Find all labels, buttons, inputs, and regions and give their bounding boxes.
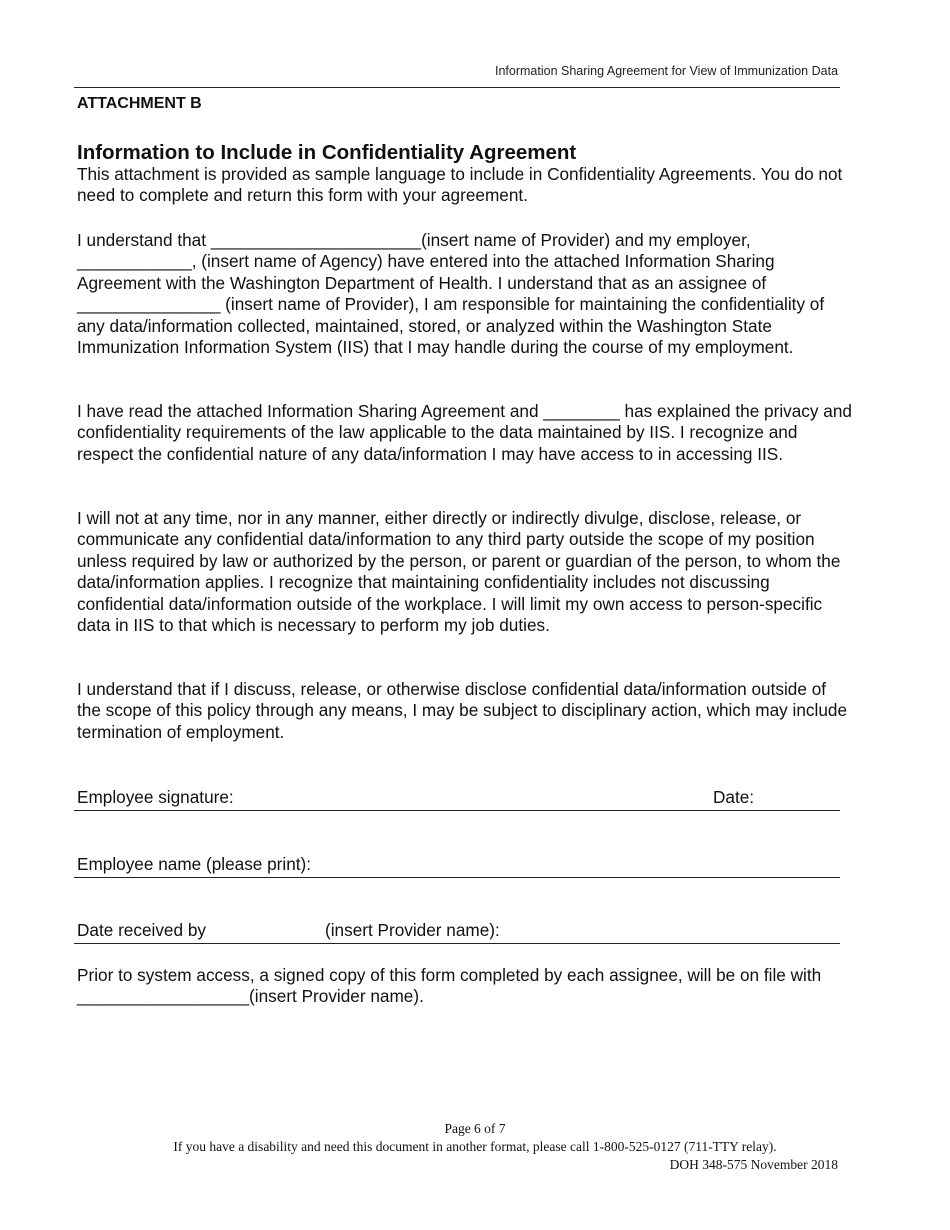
employee-name-field[interactable] (74, 850, 840, 878)
page-header (74, 62, 840, 88)
header-title: Information Sharing Agreement for View of Immunization Data (495, 64, 838, 78)
employee-signature-label: Employee signature: (77, 787, 234, 807)
page-number: Page 6 of 7 (444, 1121, 506, 1136)
insert-provider-label: (insert Provider name): (325, 920, 500, 940)
form-id: DOH 348-575 November 2018 (669, 1157, 838, 1172)
page-title: Information to Include in Confidentiality Agreement (77, 141, 577, 164)
accessibility-note: If you have a disability and need this document in another format, please call 1-800-525-0127 (711-TTY relay). (173, 1139, 777, 1154)
read-agreement-paragraph: I have read the attached Information Sharing Agreement and ________ has explained the privacy and confidentiality requirements of the law applicable to the data maintained by IIS. I recognize and respect the confidential nature of any data/information I may have access to in accessing IIS. (77, 401, 852, 464)
date-received-field[interactable] (74, 916, 840, 944)
nondisclosure-paragraph: I will not at any time, nor in any manner, either directly or indirectly divulge, disclose, release, or communicate any confidential data/information to any third party outside the scope of my position unless required by law or authorized by the person, or parent or guardian of the person, to whom the data/information applies. I recognize that maintaining confidentiality includes not discussing confidential data/information outside of the workplace. I will limit my own access to person-specific data in IIS to that which is necessary to perform my job duties. (77, 508, 841, 636)
employee-name-label: Employee name (please print): (77, 854, 312, 874)
employee-signature-field[interactable] (74, 783, 840, 811)
understanding-paragraph: I understand that ______________________(insert name of Provider) and my employer, ____________, (insert name of Agency) have entered into the attached Information Sharing Agreement with the Washington Department of Health. I understand that as an assignee of _______________ (insert name of Provider), I am responsible for maintaining the confidentiality of any data/information collected, maintained, stored, or analyzed within the Washington State Immunization Information System (IIS) that I may handle during the course of my employment. (77, 230, 825, 358)
disciplinary-paragraph: I understand that if I discuss, release, or otherwise disclose confidential data/information outside of the scope of this policy through any means, I may be subject to disciplinary action, which may include termination of employment. (77, 679, 848, 742)
date-label: Date: (713, 787, 755, 807)
intro-paragraph: This attachment is provided as sample language to include in Confidentiality Agreements. You do not need to complete and return this form with your agreement. (77, 164, 843, 206)
date-received-label: Date received by (77, 920, 206, 940)
attachment-label: ATTACHMENT B (77, 95, 202, 112)
system-access-paragraph: Prior to system access, a signed copy of this form completed by each assignee, will be on file with __________________(insert Provider name). (77, 965, 822, 1007)
